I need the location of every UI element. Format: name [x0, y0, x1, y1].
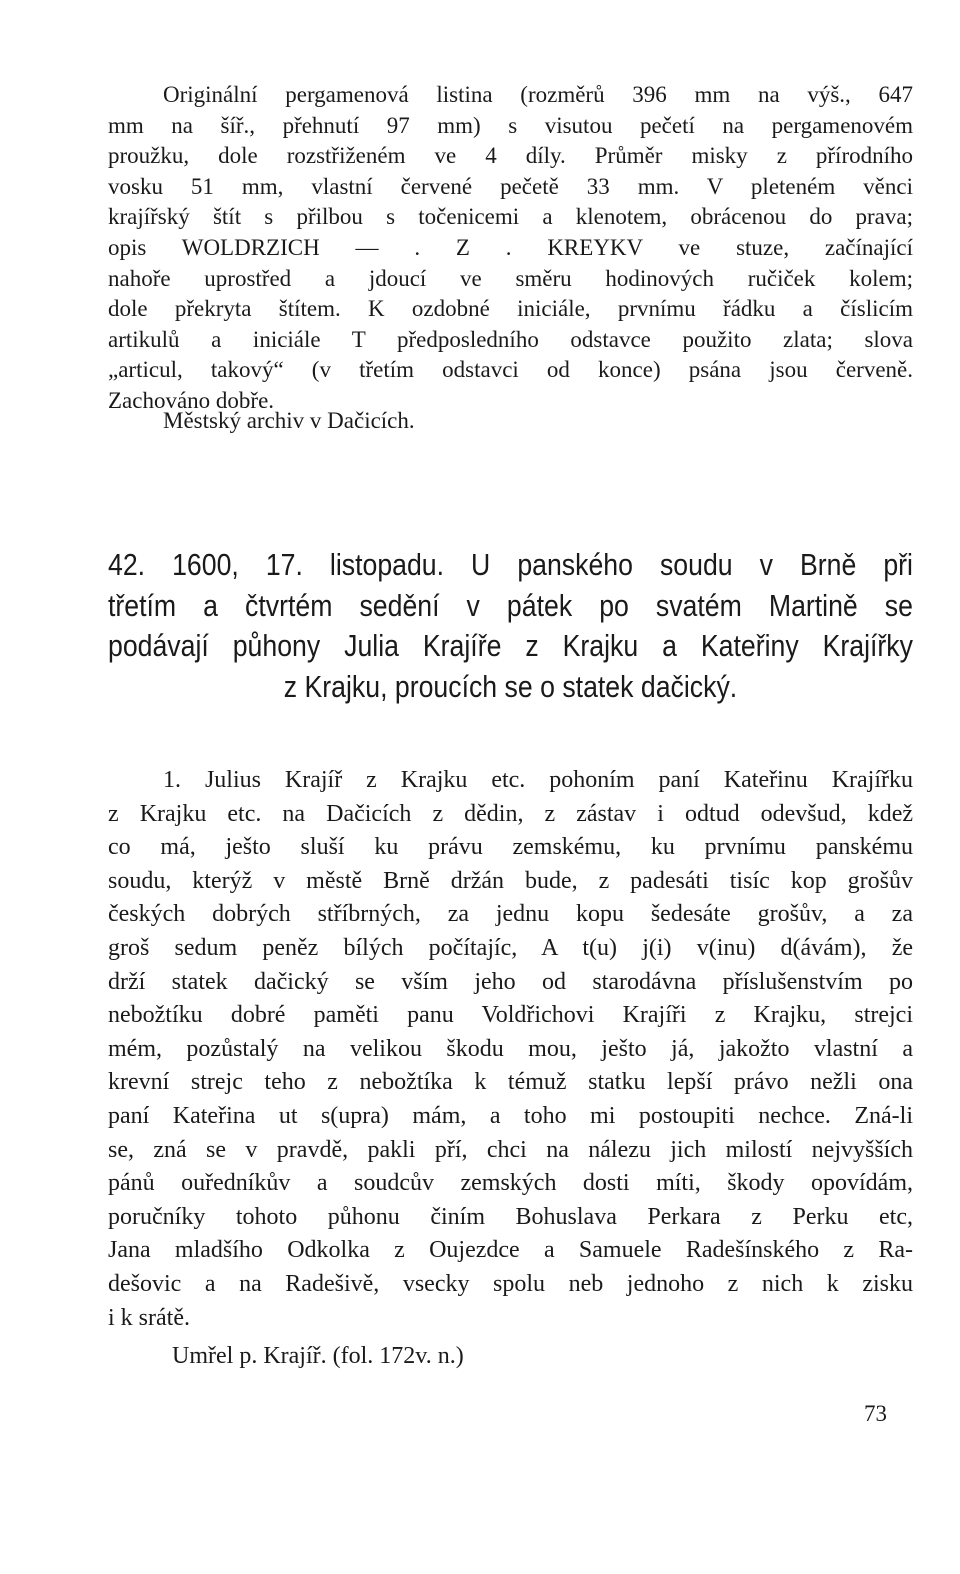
- text-line: dole překryta štítem. K ozdobné iniciále, prvnímu řádku a číslicím: [108, 296, 913, 322]
- text-line: dešovic a na Radešivě, vsecky spolu neb jednoho z nich k zisku: [108, 1270, 913, 1297]
- text-line: nebožtíku dobré paměti panu Voldřichovi Krajíři z Krajku, strejci: [108, 1002, 913, 1029]
- text-line: krevní strejc teho z nebožtíka k témuž statku lepší právo nežli ona: [108, 1069, 913, 1096]
- document-heading: [108, 545, 913, 707]
- text-line: mém, pozůstalý na velikou škodu mou, ješto já, jakožto vlastní a: [108, 1035, 913, 1062]
- text-line: vosku 51 mm, vlastní červené pečetě 33 mm. V pleteném věnci: [108, 173, 913, 199]
- text-line: nahoře uprostřed a jdoucí ve směru hodinových ručiček kolem;: [108, 265, 913, 291]
- text-line: Zachováno dobře.: [108, 387, 275, 413]
- text-line: paní Kateřina ut s(upra) mám, a toho mi postoupiti nechce. Zná-li: [108, 1102, 913, 1129]
- text-line: z Krajku etc. na Dačicích z dědin, z zástav i odtud odevšud, kdež: [108, 800, 913, 827]
- heading-line: z Krajku, proucích se o statek dačický.: [283, 668, 738, 704]
- text-line: opis WOLDRZICH — . Z . KREYKV ve stuze, začínající: [108, 234, 913, 260]
- document-body: [108, 764, 913, 1335]
- text-line: proužku, dole rozstřiženém ve 4 díly. Průměr misky z přírodního: [108, 143, 913, 169]
- heading-line: podávají půhony Julia Krajíře z Krajku a Kateřiny Krajířky: [108, 628, 913, 663]
- archive-reference: Městský archiv v Dačicích.: [163, 408, 415, 433]
- text-line: soudu, kterýž v městě Brně držán bude, z padesáti tisíc kop grošův: [108, 867, 913, 894]
- heading-line: 42. 1600, 17. listopadu. U panského soudu v Brně při: [108, 547, 913, 582]
- page-number: 73: [864, 1401, 887, 1426]
- text-line: groš sedum peněz bílých počítajíc, A t(u) j(i) v(inu) d(ávám), že: [108, 934, 913, 961]
- charter-description: [108, 80, 913, 417]
- text-line: Jana mladšího Odkolka z Oujezdce a Samuele Radešínského z Ra-: [108, 1237, 913, 1264]
- text-line: českých dobrých stříbrných, za jednu kopu šedesáte grošův, a za: [108, 901, 913, 928]
- text-line: se, zná se v pravdě, pakli pří, chci na nálezu jich milostí nejvyšších: [108, 1136, 913, 1163]
- closing-note: Umřel p. Krajíř. (fol. 172v. n.): [172, 1343, 464, 1369]
- text-line: 1. Julius Krajíř z Krajku etc. pohoním paní Kateřinu Krajířku: [163, 767, 913, 793]
- text-line: Originální pergamenová listina (rozměrů 396 mm na výš., 647: [163, 82, 913, 107]
- text-line: artikulů a iniciále T předposledního odstavce použito zlata; slova: [108, 326, 913, 352]
- text-line: pánů ouředníkův a soudcův zemských dosti míti, škody opovídám,: [108, 1170, 913, 1197]
- text-line: „articul, takový“ (v třetím odstavci od konce) psána jsou červeně.: [108, 357, 913, 383]
- text-line: mm na šíř., přehnutí 97 mm) s visutou pečetí na pergamenovém: [108, 112, 913, 138]
- text-line: krajířský štít s přilbou s točenicemi a klenotem, obrácenou do prava;: [108, 204, 913, 230]
- text-line: drží statek dačický se vším jeho od starodávna příslušenstvím po: [108, 968, 913, 995]
- text-line: co má, ješto sluší ku právu zemskému, ku prvnímu panskému: [108, 834, 913, 861]
- text-line: i k srátě.: [108, 1304, 190, 1331]
- heading-line: třetím a čtvrtém sedění v pátek po svatém Martině se: [108, 587, 913, 623]
- text-line: poručníky tohoto půhonu činím Bohuslava Perkara z Perku etc,: [108, 1203, 913, 1230]
